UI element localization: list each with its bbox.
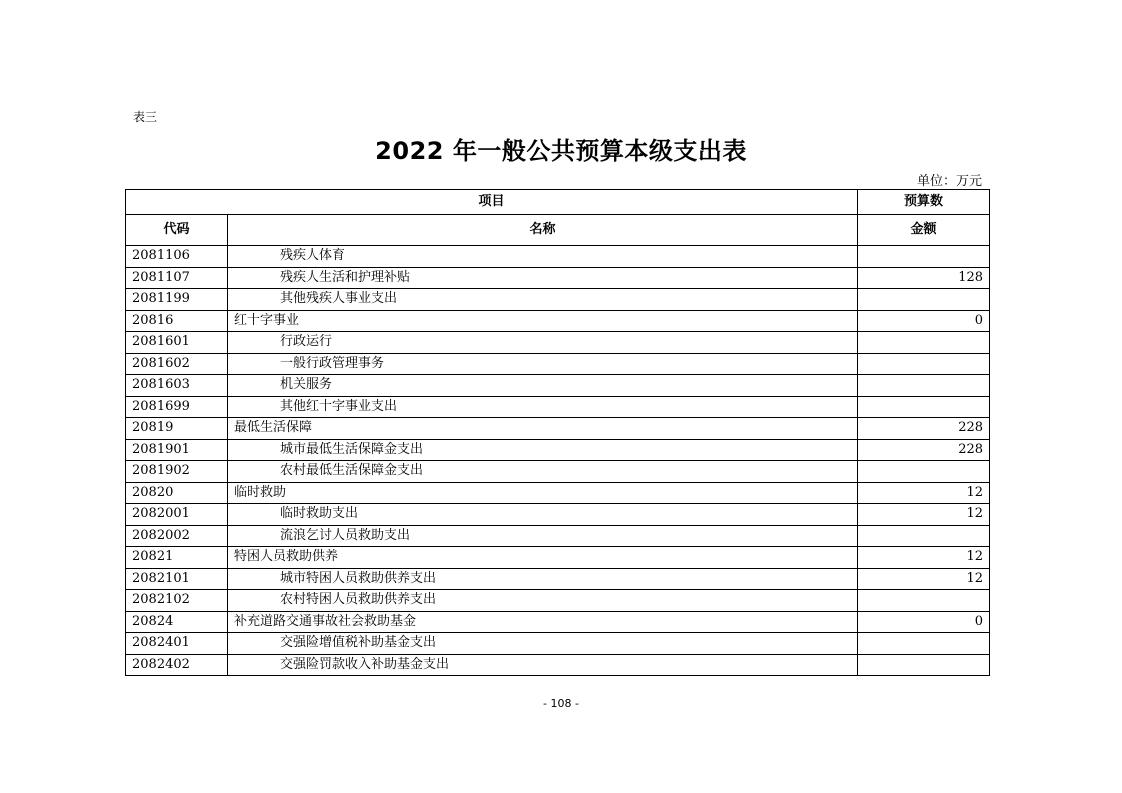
table-row: [126, 289, 990, 311]
row-name: 农村特困人员救助供养支出: [228, 590, 858, 612]
row-code: 2081602: [126, 353, 228, 375]
table-header: [126, 190, 990, 246]
page-number: - 108 -: [543, 697, 579, 710]
table-row: [126, 310, 990, 332]
table-row: [126, 267, 990, 289]
row-code: 2081902: [126, 461, 228, 483]
row-name: 机关服务: [228, 375, 858, 397]
table-row: [126, 633, 990, 655]
header-code: 代码: [126, 215, 228, 246]
table-row: [126, 396, 990, 418]
row-code: 2082401: [126, 633, 228, 655]
row-name: 特困人员救助供养: [228, 547, 858, 569]
table-row: [126, 611, 990, 633]
row-amount: 128: [858, 267, 990, 289]
table-row: [126, 547, 990, 569]
table-row: [126, 246, 990, 268]
row-code: 2082102: [126, 590, 228, 612]
header-name: 名称: [228, 215, 858, 246]
table-row: [126, 568, 990, 590]
row-code: 2081199: [126, 289, 228, 311]
row-name: 一般行政管理事务: [228, 353, 858, 375]
table-row: [126, 375, 990, 397]
row-code: 20816: [126, 310, 228, 332]
row-amount: 12: [858, 482, 990, 504]
table-row: [126, 504, 990, 526]
row-name: 农村最低生活保障金支出: [228, 461, 858, 483]
table-row: [126, 654, 990, 676]
row-code: 2082101: [126, 568, 228, 590]
row-code: 2082001: [126, 504, 228, 526]
row-name: 城市特困人员救助供养支出: [228, 568, 858, 590]
row-name: 城市最低生活保障金支出: [228, 439, 858, 461]
header-amount: 金额: [858, 215, 990, 246]
row-amount: 228: [858, 418, 990, 440]
row-amount: 0: [858, 310, 990, 332]
table-row: [126, 525, 990, 547]
row-name: 临时救助: [228, 482, 858, 504]
row-amount: [858, 654, 990, 676]
row-name: 补充道路交通事故社会救助基金: [228, 611, 858, 633]
table-row: [126, 482, 990, 504]
table-row: [126, 332, 990, 354]
row-amount: [858, 396, 990, 418]
header-row-group: [126, 190, 990, 215]
table-row: [126, 418, 990, 440]
row-code: 2081601: [126, 332, 228, 354]
header-budget-group: 预算数: [858, 190, 990, 215]
row-code: 2081699: [126, 396, 228, 418]
row-name: 行政运行: [228, 332, 858, 354]
header-row-columns: [126, 215, 990, 246]
row-amount: [858, 375, 990, 397]
row-amount: 228: [858, 439, 990, 461]
row-name: 最低生活保障: [228, 418, 858, 440]
row-amount: [858, 353, 990, 375]
row-code: 20824: [126, 611, 228, 633]
row-code: 2081603: [126, 375, 228, 397]
row-name: 流浪乞讨人员救助支出: [228, 525, 858, 547]
table-body: [126, 246, 990, 676]
row-name: 其他残疾人事业支出: [228, 289, 858, 311]
row-code: 20820: [126, 482, 228, 504]
row-amount: 12: [858, 568, 990, 590]
row-name: 其他红十字事业支出: [228, 396, 858, 418]
row-code: 2082002: [126, 525, 228, 547]
table-row: [126, 439, 990, 461]
unit-label: 单位：万元: [916, 174, 982, 189]
table-row: [126, 590, 990, 612]
row-name: 交强险罚款收入补助基金支出: [228, 654, 858, 676]
row-amount: 0: [858, 611, 990, 633]
row-code: 2082402: [126, 654, 228, 676]
row-name: 交强险增值税补助基金支出: [228, 633, 858, 655]
row-amount: [858, 332, 990, 354]
table-row: [126, 461, 990, 483]
row-amount: [858, 246, 990, 268]
budget-table: [125, 189, 990, 676]
row-name: 红十字事业: [228, 310, 858, 332]
row-name: 残疾人生活和护理补贴: [228, 267, 858, 289]
table-row: [126, 353, 990, 375]
row-amount: [858, 633, 990, 655]
row-code: 20819: [126, 418, 228, 440]
table-label: 表三: [133, 110, 158, 124]
row-amount: [858, 289, 990, 311]
row-amount: [858, 525, 990, 547]
row-name: 临时救助支出: [228, 504, 858, 526]
header-item-group: 项目: [126, 190, 858, 215]
row-code: 2081901: [126, 439, 228, 461]
row-code: 20821: [126, 547, 228, 569]
row-code: 2081106: [126, 246, 228, 268]
page-title: 2022 年一般公共预算本级支出表: [375, 137, 747, 165]
row-amount: 12: [858, 504, 990, 526]
row-amount: 12: [858, 547, 990, 569]
row-name: 残疾人体育: [228, 246, 858, 268]
row-amount: [858, 461, 990, 483]
row-amount: [858, 590, 990, 612]
row-code: 2081107: [126, 267, 228, 289]
